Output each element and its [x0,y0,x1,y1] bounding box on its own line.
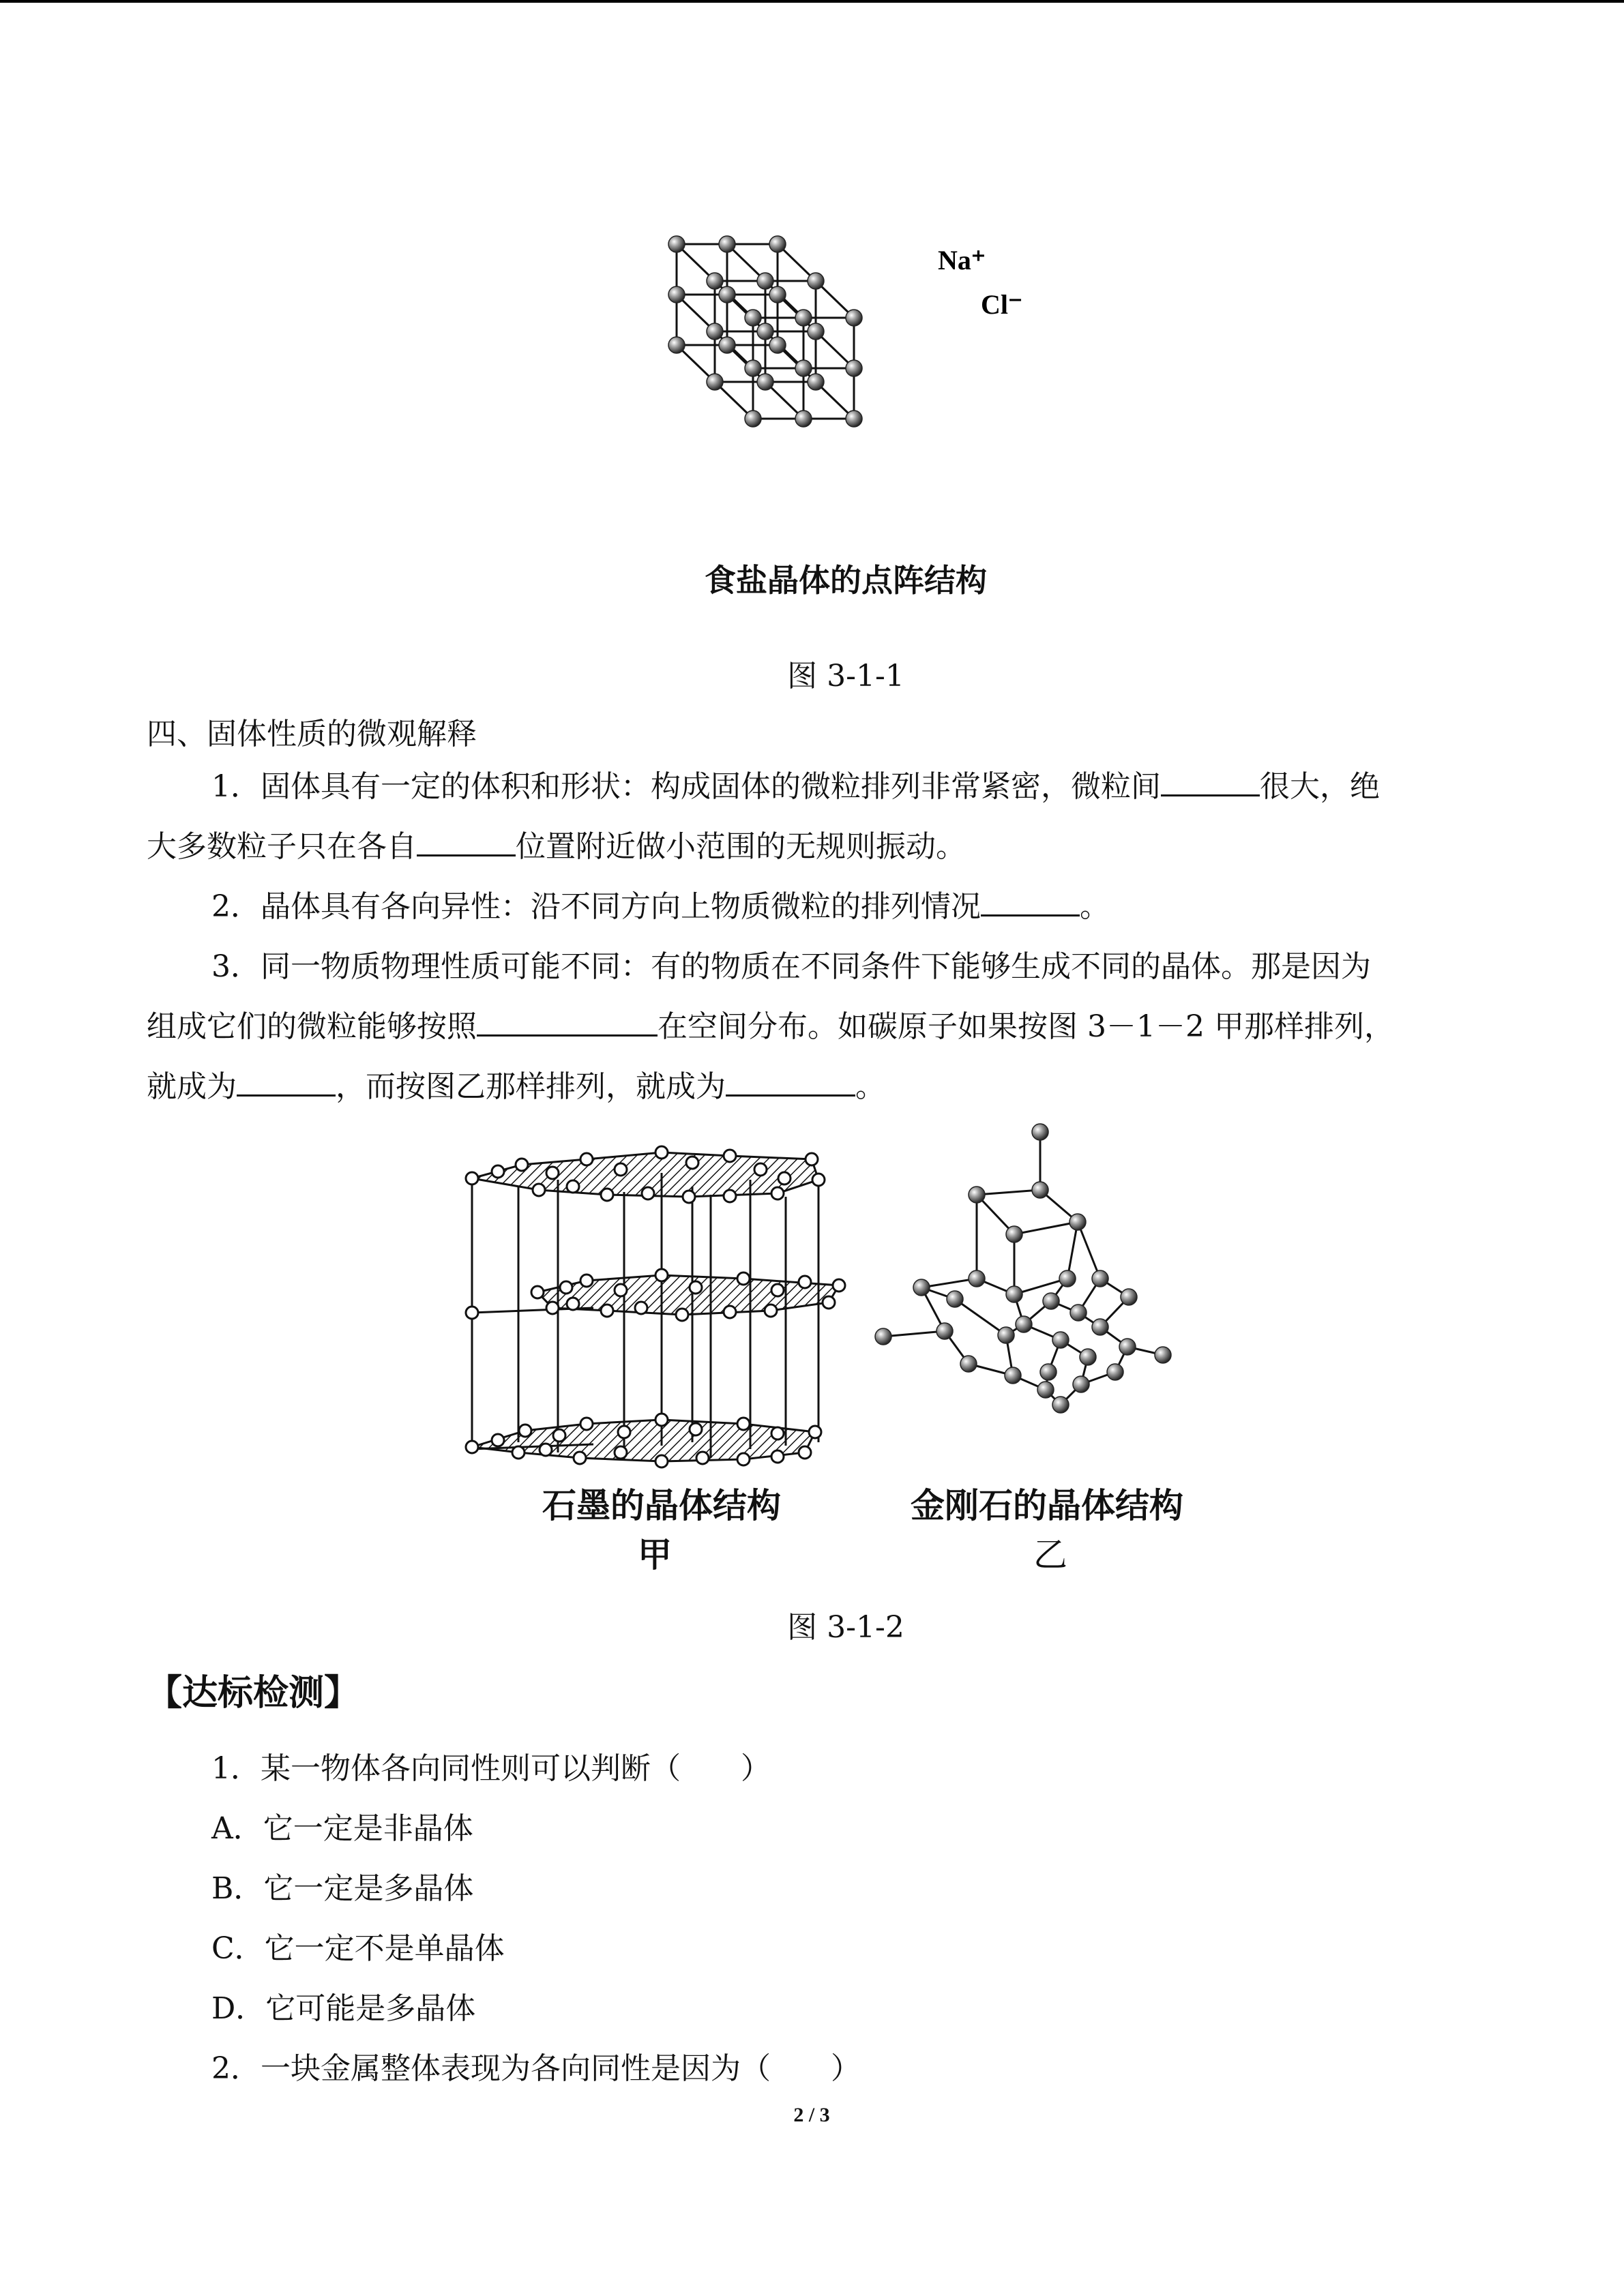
lattice-ion [707,323,723,340]
diamond-atom [1092,1319,1108,1335]
lattice-ion [707,273,723,289]
graphite-atom [676,1309,688,1321]
graphite-atom [833,1279,845,1292]
graphite-atom [655,1269,668,1281]
legend-cl-label: Cl⁻ [981,289,1023,320]
diamond-bond [977,1190,1040,1195]
p3-text-c: 在空间分布。如碳原子如果按图 3－1－2 甲那样排列， [658,1009,1394,1044]
lattice-ion [668,236,685,252]
p2-text-b: 。 [1080,889,1110,924]
p1-text-c: 大多数粒子只在各自 [147,829,417,864]
diamond-atom [1052,1397,1069,1413]
graphite-atom [519,1425,531,1437]
graphite-atom [724,1306,736,1318]
graphite-atom [765,1304,777,1317]
graphite-atom [466,1172,478,1184]
option-c[interactable]: C．它一定不是单晶体 [211,1931,505,1966]
option-d[interactable]: D．它可能是多晶体 [211,1991,476,2026]
graphite-atom [806,1153,818,1165]
graphite-tag: 甲 [638,1534,672,1575]
p3-text-a: 3．同一物质物理性质可能不同：有的物质在不同条件下能够生成不同的晶体。那是因为 [211,949,1371,984]
diamond-atom [1107,1364,1123,1380]
graphite-atom [737,1272,750,1285]
option-b[interactable]: B．它一定是多晶体 [211,1871,474,1906]
graphite-atom [580,1418,593,1430]
graphite-atom [724,1190,736,1202]
diamond-atom [913,1279,930,1296]
graphite-atom [771,1284,784,1296]
graphite-atom [560,1281,572,1294]
graphite-atom [771,1450,784,1463]
graphite-atom [812,1174,825,1186]
graphite-atom [799,1446,811,1459]
graphite-atom [809,1426,821,1438]
graphite-atom [655,1146,668,1159]
graphite-atom [540,1444,552,1456]
lattice-ion [846,411,862,427]
lattice-ion [795,310,812,326]
graphite-atom [690,1281,702,1294]
diamond-atom [1059,1270,1076,1287]
diamond-caption: 金刚石的晶体结构 [911,1485,1183,1525]
lattice-ion [769,286,786,303]
graphite-atom [686,1157,698,1169]
diamond-atom [1043,1293,1059,1309]
figure1-caption: 食盐晶体的点阵结构 [705,562,987,599]
graphite-atom [546,1302,559,1314]
lattice-ion [745,310,761,326]
p3-text-f: 。 [855,1069,885,1104]
graphite-atom [492,1434,504,1446]
blank-6[interactable] [726,1063,855,1097]
quiz-body [211,1739,1439,2099]
graphite-atom [683,1191,695,1203]
page-number: 2 / 3 [793,2104,830,2126]
graphite-atom [546,1167,559,1179]
graphite-atom [567,1298,579,1310]
graphite-atom [778,1172,791,1184]
lattice-ion [769,236,786,252]
section4-title: 四、固体性质的微观解释 [147,717,477,751]
lattice-ion [745,360,761,376]
graphite-atom [601,1189,613,1201]
graphite-atom [642,1187,654,1199]
diamond-atom [960,1356,977,1372]
graphite-caption: 石墨的晶体结构 [542,1485,781,1525]
graphite-atom [492,1165,504,1178]
lattice-ion [668,337,685,353]
blank-2[interactable] [417,823,516,856]
graphite-atom [655,1455,668,1467]
lattice-ion [719,337,735,353]
p1-text-a: 1．固体具有一定的体积和形状：构成固体的微粒排列非常紧密，微粒间 [211,769,1161,804]
graphite-atom [466,1441,478,1453]
lattice-ion [707,374,723,390]
diamond-atom [1032,1124,1048,1140]
graphite-atom [580,1153,593,1165]
graphite-atom [531,1286,544,1298]
diamond-bond [955,1299,1006,1335]
graphite-atom [618,1426,630,1438]
p1-text-b: 很大，绝 [1260,769,1380,804]
diamond-atom [1080,1349,1096,1365]
graphite-atom [696,1452,709,1464]
graphite-atom [690,1423,702,1435]
diamond-atom [1121,1289,1137,1305]
graphite-atom [533,1184,545,1196]
graphite-atom [823,1296,835,1309]
lattice-ion [745,411,761,427]
diamond-bond [1078,1222,1100,1279]
diamond-atom [936,1323,953,1339]
graphite-atom [615,1446,627,1459]
diamond-atom [1006,1286,1022,1302]
graphite-atom [574,1452,586,1464]
p2-text-a: 2．晶体具有各向异性：沿不同方向上物质微粒的排列情况 [211,889,981,924]
question-1: 1．某一物体各向同性则可以判断（ ） [211,1751,771,1786]
graphite-atom [655,1414,668,1426]
nacl-lattice-diagram [655,225,1037,539]
lattice-ion [769,337,786,353]
figure1-label: 图 3-1-1 [787,659,904,694]
p1-text-d: 位置附近做小范围的无规则振动。 [516,829,966,864]
blank-3[interactable] [981,883,1080,916]
diamond-atom [1037,1382,1054,1398]
p3-text-e: ，而按图乙那样排列，就成为 [336,1069,726,1104]
diamond-atom [1016,1316,1032,1332]
diamond-bond [883,1331,945,1337]
blank-1[interactable] [1161,763,1260,796]
diamond-atom [1119,1339,1136,1355]
graphite-atom [754,1163,767,1176]
diamond-atom [947,1291,963,1307]
lattice-ion [808,273,824,289]
lattice-ion [795,411,812,427]
graphite-atom [567,1180,579,1193]
graphite-atom [553,1429,565,1442]
diamond-atom [969,1187,985,1203]
p3-text-d: 就成为 [147,1069,237,1104]
graphite-atom [580,1274,593,1287]
lattice-ion [795,360,812,376]
page-top-border [0,0,1624,3]
diamond-atom [1070,1304,1087,1321]
legend-na-label: Na⁺ [938,245,986,275]
graphite-atom [601,1304,613,1317]
lattice-ion [719,236,735,252]
graphite-atom [615,1284,627,1296]
diamond-atom [1073,1376,1089,1392]
option-a[interactable]: A．它一定是非晶体 [211,1811,473,1846]
diamond-atom [1155,1347,1171,1363]
lattice-ion [757,273,773,289]
diamond-atom [1069,1214,1086,1230]
graphite-atom [466,1307,478,1319]
p3-text-b: 组成它们的微粒能够按照 [147,1009,477,1044]
graphite-atom [771,1427,784,1440]
lattice-ion [668,286,685,303]
lattice-ion [808,323,824,340]
diamond-atom [1040,1364,1057,1380]
graphite-atom [737,1453,750,1465]
diamond-structure-diagram [856,1118,1238,1473]
graphite-atom [516,1159,528,1171]
graphite-atom [799,1276,811,1288]
lattice-ion [757,374,773,390]
graphite-atom [635,1302,647,1314]
lattice-ion [757,323,773,340]
lattice-ion [719,286,735,303]
lattice-ion [846,360,862,376]
graphite-atom [615,1163,627,1176]
diamond-tag: 乙 [1033,1535,1067,1575]
diamond-atom [1032,1182,1048,1198]
lattice-ion [846,310,862,326]
graphite-atom [724,1150,736,1162]
graphite-atom [771,1187,784,1199]
graphite-atom [737,1418,750,1430]
diamond-atom [998,1327,1014,1343]
quiz-title: 【达标检测】 [147,1672,360,1714]
lattice-ion [808,374,824,390]
diamond-atom [1092,1270,1108,1287]
paragraph-1 [147,757,1483,1117]
blank-5[interactable] [237,1063,336,1097]
graphite-structure-diagram [457,1132,866,1473]
diamond-atom [1052,1332,1069,1348]
diamond-bond [1014,1222,1078,1234]
figure2-label: 图 3-1-2 [787,1610,904,1645]
blank-4[interactable] [477,1003,658,1037]
graphite-atom [512,1446,525,1459]
diamond-atom [1006,1226,1022,1242]
diamond-atom [969,1270,985,1287]
diamond-atom [875,1328,891,1345]
question-2: 2．一块金属整体表现为各向同性是因为（ ） [211,2051,861,2086]
diamond-atom [1005,1367,1021,1384]
